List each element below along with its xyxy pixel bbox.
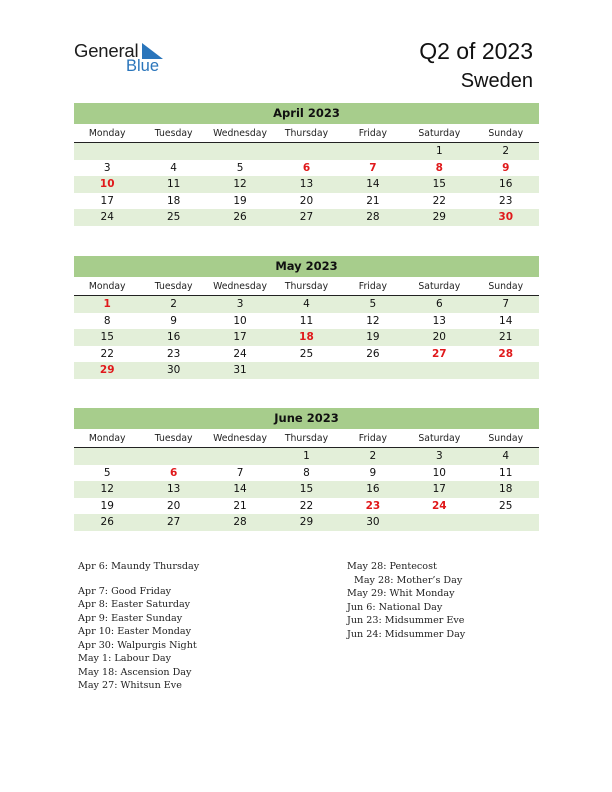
day-cell: 9: [170, 314, 177, 327]
day-cell: 4: [303, 298, 310, 310]
day-cell: 11: [499, 466, 513, 479]
day-cell: [406, 514, 472, 531]
week-row: [74, 465, 539, 482]
list-spacer: [78, 574, 199, 585]
weekday-header-row: [74, 277, 539, 296]
day-cell: [74, 448, 140, 465]
day-cell: 5: [369, 298, 377, 310]
day-cell: 2: [170, 298, 177, 310]
holiday-item: Apr 8: Easter Saturday: [78, 599, 191, 610]
month-calendar: [74, 103, 539, 226]
weekday-label: Sunday: [488, 281, 524, 292]
holiday-day-cell: 30: [498, 211, 514, 223]
day-cell: 31: [233, 364, 247, 376]
day-cell: [473, 514, 539, 531]
day-cell: 26: [100, 516, 114, 528]
day-cell: 16: [166, 331, 181, 343]
holiday-day-cell: 23: [365, 499, 381, 512]
week-row: [74, 362, 539, 379]
day-cell: 13: [166, 483, 181, 495]
weekday-label: Sunday: [488, 128, 524, 139]
day-cell: 8: [103, 314, 111, 327]
holiday-day-cell: 10: [99, 178, 115, 190]
holiday-item: Apr 6: Maundy Thursday: [78, 561, 200, 572]
day-cell: 21: [366, 194, 380, 207]
country-name: Sweden: [460, 70, 533, 92]
day-cell: 23: [166, 347, 181, 360]
holiday-item: May 29: Whit Monday: [347, 588, 455, 599]
day-cell: 14: [366, 178, 380, 190]
week-row: [74, 329, 539, 346]
weekday-label: Monday: [88, 433, 126, 444]
day-cell: 24: [100, 211, 114, 223]
day-cell: 12: [100, 483, 114, 495]
day-cell: [273, 362, 339, 379]
day-cell: [140, 448, 206, 465]
day-cell: 25: [499, 499, 513, 512]
holiday-item: Apr 7: Good Friday: [78, 585, 172, 597]
weekday-label: Friday: [358, 128, 387, 139]
day-cell: 10: [432, 466, 446, 479]
week-row: [74, 160, 539, 177]
weekday-label: Thursday: [284, 433, 329, 444]
day-cell: 7: [236, 466, 244, 479]
day-cell: 19: [366, 331, 380, 343]
day-cell: 17: [100, 194, 114, 207]
day-cell: [340, 143, 406, 160]
day-cell: 3: [435, 450, 443, 462]
month-calendar: [74, 256, 539, 379]
day-cell: [207, 143, 273, 160]
holiday-day-cell: 6: [302, 161, 311, 174]
day-cell: 18: [499, 483, 513, 495]
day-cell: 1: [303, 450, 310, 462]
day-cell: 27: [166, 516, 181, 528]
day-cell: 17: [432, 483, 446, 495]
week-row: [74, 176, 539, 193]
day-cell: 16: [366, 483, 380, 495]
day-cell: 22: [299, 499, 314, 512]
week-row: [74, 498, 539, 515]
day-cell: 4: [502, 450, 510, 462]
day-cell: [273, 143, 339, 160]
holiday-day-cell: 18: [299, 331, 314, 343]
day-cell: 15: [100, 331, 114, 343]
day-cell: 14: [233, 483, 247, 495]
day-cell: 10: [233, 314, 247, 327]
day-cell: 30: [166, 364, 181, 376]
weekday-label: Saturday: [418, 128, 461, 139]
month-calendar: [74, 408, 539, 531]
day-cell: [473, 362, 539, 379]
day-cell: 13: [432, 314, 446, 327]
weekday-label: Friday: [358, 433, 387, 444]
week-row: [74, 313, 539, 330]
holiday-item: Jun 23: Midsummer Eve: [347, 615, 465, 626]
day-cell: 20: [432, 331, 446, 343]
generalblue-logo: [74, 40, 174, 80]
holiday-day-cell: 9: [502, 161, 510, 174]
holiday-day-cell: 29: [99, 364, 115, 376]
week-row: [74, 514, 539, 531]
day-cell: 3: [103, 161, 111, 174]
day-cell: 12: [233, 178, 247, 190]
day-cell: 9: [369, 466, 377, 479]
day-cell: 5: [236, 161, 244, 174]
weekday-label: Tuesday: [154, 281, 193, 292]
day-cell: 26: [366, 347, 380, 360]
day-cell: [406, 362, 472, 379]
month-title: June 2023: [74, 408, 539, 429]
day-cell: 11: [166, 178, 181, 190]
day-cell: 20: [166, 499, 181, 512]
day-cell: 30: [366, 516, 380, 528]
weekday-label: Wednesday: [213, 433, 267, 444]
holiday-item: Apr 10: Easter Monday: [78, 626, 192, 637]
day-cell: 17: [233, 331, 247, 343]
holiday-item: Apr 9: Easter Sunday: [78, 612, 183, 624]
weekday-label: Thursday: [284, 281, 329, 292]
day-cell: 21: [233, 499, 247, 512]
day-cell: 22: [432, 194, 446, 207]
holiday-day-cell: 24: [432, 499, 447, 512]
holiday-item: Jun 24: Midsummer Day: [347, 628, 466, 640]
day-cell: 26: [233, 211, 247, 223]
day-cell: 18: [166, 194, 181, 207]
holiday-item: May 18: Ascension Day: [78, 666, 192, 678]
day-cell: 1: [435, 145, 443, 157]
week-row: [74, 481, 539, 498]
logo-blue-text: Blue: [126, 57, 160, 75]
holiday-item: May 27: Whitsun Eve: [78, 680, 182, 691]
day-cell: 19: [100, 499, 114, 512]
day-cell: 25: [299, 347, 314, 360]
day-cell: 23: [499, 194, 513, 207]
day-cell: 28: [233, 516, 247, 528]
day-cell: [207, 448, 273, 465]
month-title: April 2023: [74, 103, 539, 124]
weekday-label: Tuesday: [154, 433, 193, 444]
day-cell: 24: [233, 347, 247, 360]
holiday-list-right: [347, 560, 465, 641]
day-cell: 15: [432, 178, 446, 190]
day-cell: 28: [366, 211, 380, 223]
day-cell: 5: [103, 466, 111, 479]
day-cell: 27: [299, 211, 314, 223]
day-cell: [340, 362, 406, 379]
day-cell: 13: [299, 178, 314, 190]
day-cell: 2: [502, 145, 510, 157]
holiday-day-cell: 27: [432, 347, 447, 360]
holiday-day-cell: 8: [435, 161, 443, 174]
day-cell: 22: [100, 347, 114, 360]
weekday-label: Tuesday: [154, 128, 193, 139]
holiday-item: May 28: Pentecost: [347, 561, 437, 572]
day-cell: 11: [299, 314, 314, 327]
weekday-label: Wednesday: [213, 281, 267, 292]
holiday-day-cell: 1: [103, 298, 111, 310]
day-cell: [74, 143, 140, 160]
week-row: [74, 296, 539, 313]
weekday-label: Wednesday: [213, 128, 267, 139]
week-row: [74, 346, 539, 363]
logo-general-text: General: [74, 40, 139, 61]
month-title: May 2023: [74, 256, 539, 277]
week-row: [74, 143, 539, 160]
day-cell: 19: [233, 194, 247, 207]
holiday-item: May 28: Mother’s Day: [354, 574, 463, 586]
day-cell: 21: [499, 331, 513, 343]
weekday-label: Monday: [88, 128, 126, 139]
day-cell: 4: [170, 161, 177, 174]
holiday-list-left: [78, 560, 199, 693]
day-cell: 6: [435, 298, 443, 310]
week-row: [74, 193, 539, 210]
holiday-item: Jun 6: National Day: [347, 601, 443, 613]
holiday-item: May 1: Labour Day: [78, 653, 172, 664]
day-cell: 25: [166, 211, 181, 223]
day-cell: 3: [236, 298, 244, 310]
page-title: Q2 of 2023: [419, 38, 533, 64]
holiday-day-cell: 6: [169, 466, 178, 479]
weekday-header-row: [74, 429, 539, 448]
holiday-item: Apr 30: Walpurgis Night: [78, 639, 197, 651]
week-row: [74, 209, 539, 226]
day-cell: 20: [299, 194, 314, 207]
day-cell: 14: [499, 314, 513, 327]
weekday-label: Friday: [358, 281, 387, 292]
week-row: [74, 448, 539, 465]
day-cell: 12: [366, 314, 380, 327]
day-cell: 29: [432, 211, 446, 223]
day-cell: 2: [369, 450, 377, 462]
weekday-label: Thursday: [284, 128, 329, 139]
holiday-day-cell: 28: [498, 347, 514, 360]
weekday-header-row: [74, 124, 539, 143]
holiday-day-cell: 7: [369, 161, 377, 174]
weekday-label: Saturday: [418, 433, 461, 444]
weekday-label: Sunday: [488, 433, 524, 444]
day-cell: 29: [299, 516, 314, 528]
day-cell: 8: [303, 466, 310, 479]
weekday-label: Monday: [88, 281, 126, 292]
day-cell: 7: [502, 298, 510, 310]
day-cell: 16: [499, 178, 513, 190]
weekday-label: Saturday: [418, 281, 461, 292]
day-cell: 15: [299, 483, 314, 495]
day-cell: [140, 143, 206, 160]
